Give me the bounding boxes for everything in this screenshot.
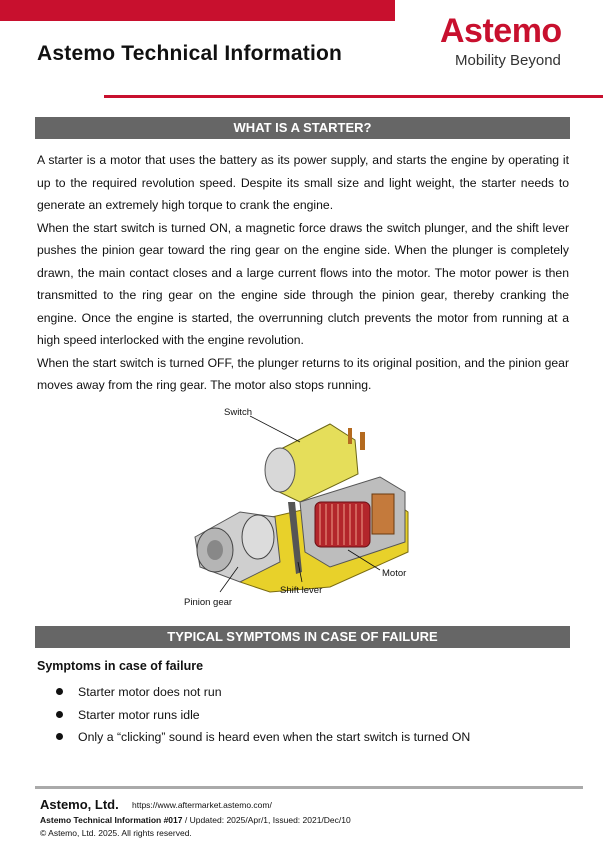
list-item (56, 704, 470, 727)
label-pinion-gear: Pinion gear (184, 597, 233, 608)
symptom-text: Starter motor does not run (78, 685, 222, 699)
footer-company: Astemo, Ltd. (40, 797, 119, 812)
doc-id: Astemo Technical Information #017 (40, 815, 183, 825)
label-motor: Motor (382, 568, 407, 579)
paragraph-1: A starter is a motor that uses the battery as its power supply, and starts the engine by operating it up to the required revolution speed. Despite its small size and light weight, the starter needs to generate an extremely high torque to crank the engine. (37, 153, 569, 212)
symptoms-subheading: Symptoms in case of failure (37, 659, 204, 673)
logo-wordmark: Astemo (440, 12, 562, 50)
starter-motor-illustration (180, 402, 420, 612)
astemo-logo (440, 14, 590, 69)
page-title: Astemo Technical Information (37, 42, 343, 65)
top-red-bar (0, 0, 395, 21)
symptoms-list (56, 681, 470, 749)
footer-url-link[interactable]: https://www.aftermarket.astemo.com/ (132, 800, 272, 810)
bullet-icon (56, 733, 63, 740)
doc-dates: / Updated: 2025/Apr/1, Issued: 2021/Dec/10 (182, 815, 351, 825)
symptom-text: Only a “clicking” sound is heard even when the start switch is turned ON (78, 730, 471, 744)
header-divider (104, 95, 603, 98)
section-heading-symptoms: TYPICAL SYMPTOMS IN CASE OF FAILURE (35, 626, 570, 648)
symptom-text: Starter motor runs idle (78, 707, 200, 722)
starter-cutaway-figure (180, 402, 420, 612)
footer-copyright: © Astemo, Ltd. 2025. All rights reserved. (40, 828, 192, 838)
label-shift-lever: Shift lever (280, 585, 323, 596)
bullet-icon (56, 688, 63, 695)
section-heading-what-is-starter: WHAT IS A STARTER? (35, 117, 570, 139)
bullet-icon (56, 711, 63, 718)
paragraph-3: When the start switch is turned OFF, the plunger returns to its original position, and the pinion gear moves away from the ring gear. The motor also stops running. (37, 355, 569, 392)
paragraph-2: When the start switch is turned ON, a magnetic force draws the switch plunger, and the shift lever pushes the pinion gear toward the ring gear on the engine side. When the plunger is completely drawn, the main contact closes and a large current flows into the motor. The motor power is then transmitted to the ring gear on the engine side through the pinion gear, thereby cranking the engine. Once the engine is started, the overrunning clutch prevents the motor from running at a high speed interlocked with the engine revolution. (37, 220, 569, 347)
label-switch: Switch (224, 407, 252, 418)
list-item (56, 681, 470, 704)
list-item (56, 726, 470, 749)
starter-description (37, 149, 569, 397)
footer-doc-info (40, 815, 351, 825)
logo-tagline: Mobility Beyond (455, 52, 561, 69)
footer-divider (35, 786, 583, 789)
